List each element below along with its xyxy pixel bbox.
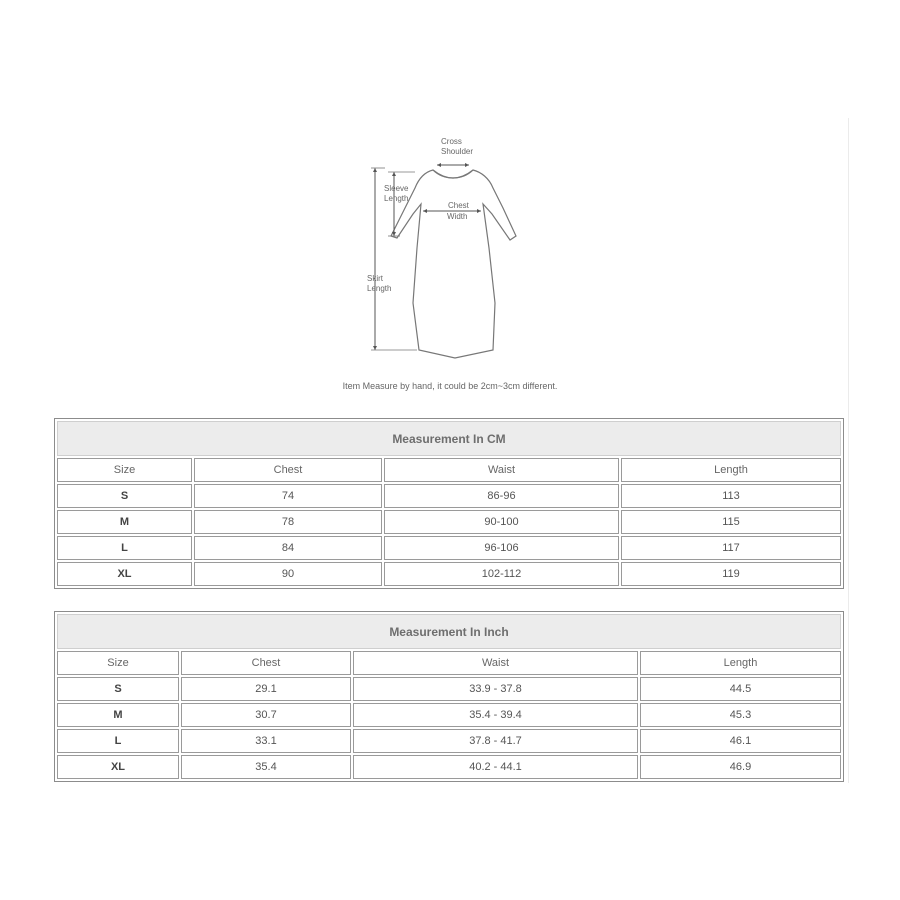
waist-cell: 86-96 bbox=[384, 484, 619, 508]
chest-cell: 33.1 bbox=[181, 729, 351, 753]
table-row bbox=[57, 510, 841, 534]
chest-width-label: Width bbox=[447, 212, 468, 221]
chest-cell: 35.4 bbox=[181, 755, 351, 779]
length-cell: 45.3 bbox=[640, 703, 841, 727]
length-cell: 113 bbox=[621, 484, 841, 508]
chest-cell: 78 bbox=[194, 510, 382, 534]
table-title: Measurement In CM bbox=[57, 421, 841, 456]
table-row bbox=[57, 536, 841, 560]
size-cell: XL bbox=[57, 562, 192, 586]
chest-cell: 30.7 bbox=[181, 703, 351, 727]
column-header: Size bbox=[57, 651, 179, 675]
waist-cell: 35.4 - 39.4 bbox=[353, 703, 638, 727]
column-header: Waist bbox=[353, 651, 638, 675]
waist-cell: 96-106 bbox=[384, 536, 619, 560]
table-row bbox=[57, 677, 841, 701]
chest-width-label: Chest bbox=[448, 201, 469, 210]
size-cell: S bbox=[57, 677, 179, 701]
length-cell: 46.9 bbox=[640, 755, 841, 779]
waist-cell: 37.8 - 41.7 bbox=[353, 729, 638, 753]
page-edge-rule bbox=[848, 118, 849, 783]
column-header: Length bbox=[640, 651, 841, 675]
table-row bbox=[57, 484, 841, 508]
dress-outline-icon bbox=[355, 128, 535, 368]
size-cell: M bbox=[57, 510, 192, 534]
skirt-length-label: Skirt bbox=[367, 274, 383, 283]
waist-cell: 90-100 bbox=[384, 510, 619, 534]
chest-cell: 29.1 bbox=[181, 677, 351, 701]
chest-cell: 74 bbox=[194, 484, 382, 508]
waist-cell: 33.9 - 37.8 bbox=[353, 677, 638, 701]
column-header: Chest bbox=[181, 651, 351, 675]
size-cell: L bbox=[57, 536, 192, 560]
table-row bbox=[57, 562, 841, 586]
table-header-row bbox=[57, 651, 841, 675]
waist-cell: 40.2 - 44.1 bbox=[353, 755, 638, 779]
table-header-row bbox=[57, 458, 841, 482]
size-cell: L bbox=[57, 729, 179, 753]
chest-cell: 90 bbox=[194, 562, 382, 586]
sleeve-length-label: Sleeve bbox=[384, 184, 409, 193]
chest-cell: 84 bbox=[194, 536, 382, 560]
column-header: Waist bbox=[384, 458, 619, 482]
length-cell: 46.1 bbox=[640, 729, 841, 753]
size-cell: M bbox=[57, 703, 179, 727]
table-title: Measurement In Inch bbox=[57, 614, 841, 649]
length-cell: 115 bbox=[621, 510, 841, 534]
table-row bbox=[57, 729, 841, 753]
table-row bbox=[57, 703, 841, 727]
column-header: Size bbox=[57, 458, 192, 482]
cross-shoulder-label: Cross bbox=[441, 137, 462, 146]
skirt-length-label: Length bbox=[367, 284, 392, 293]
measurement-table-cm bbox=[54, 418, 844, 589]
waist-cell: 102-112 bbox=[384, 562, 619, 586]
column-header: Chest bbox=[194, 458, 382, 482]
sleeve-length-label: Length bbox=[384, 194, 409, 203]
size-cell: S bbox=[57, 484, 192, 508]
size-cell: XL bbox=[57, 755, 179, 779]
length-cell: 119 bbox=[621, 562, 841, 586]
dress-measurement-diagram bbox=[355, 128, 535, 368]
cross-shoulder-label: Shoulder bbox=[441, 147, 474, 156]
measurement-note: Item Measure by hand, it could be 2cm~3cm different. bbox=[342, 381, 558, 391]
column-header: Length bbox=[621, 458, 841, 482]
table-row bbox=[57, 755, 841, 779]
measurement-table-inch bbox=[54, 611, 844, 782]
length-cell: 44.5 bbox=[640, 677, 841, 701]
length-cell: 117 bbox=[621, 536, 841, 560]
